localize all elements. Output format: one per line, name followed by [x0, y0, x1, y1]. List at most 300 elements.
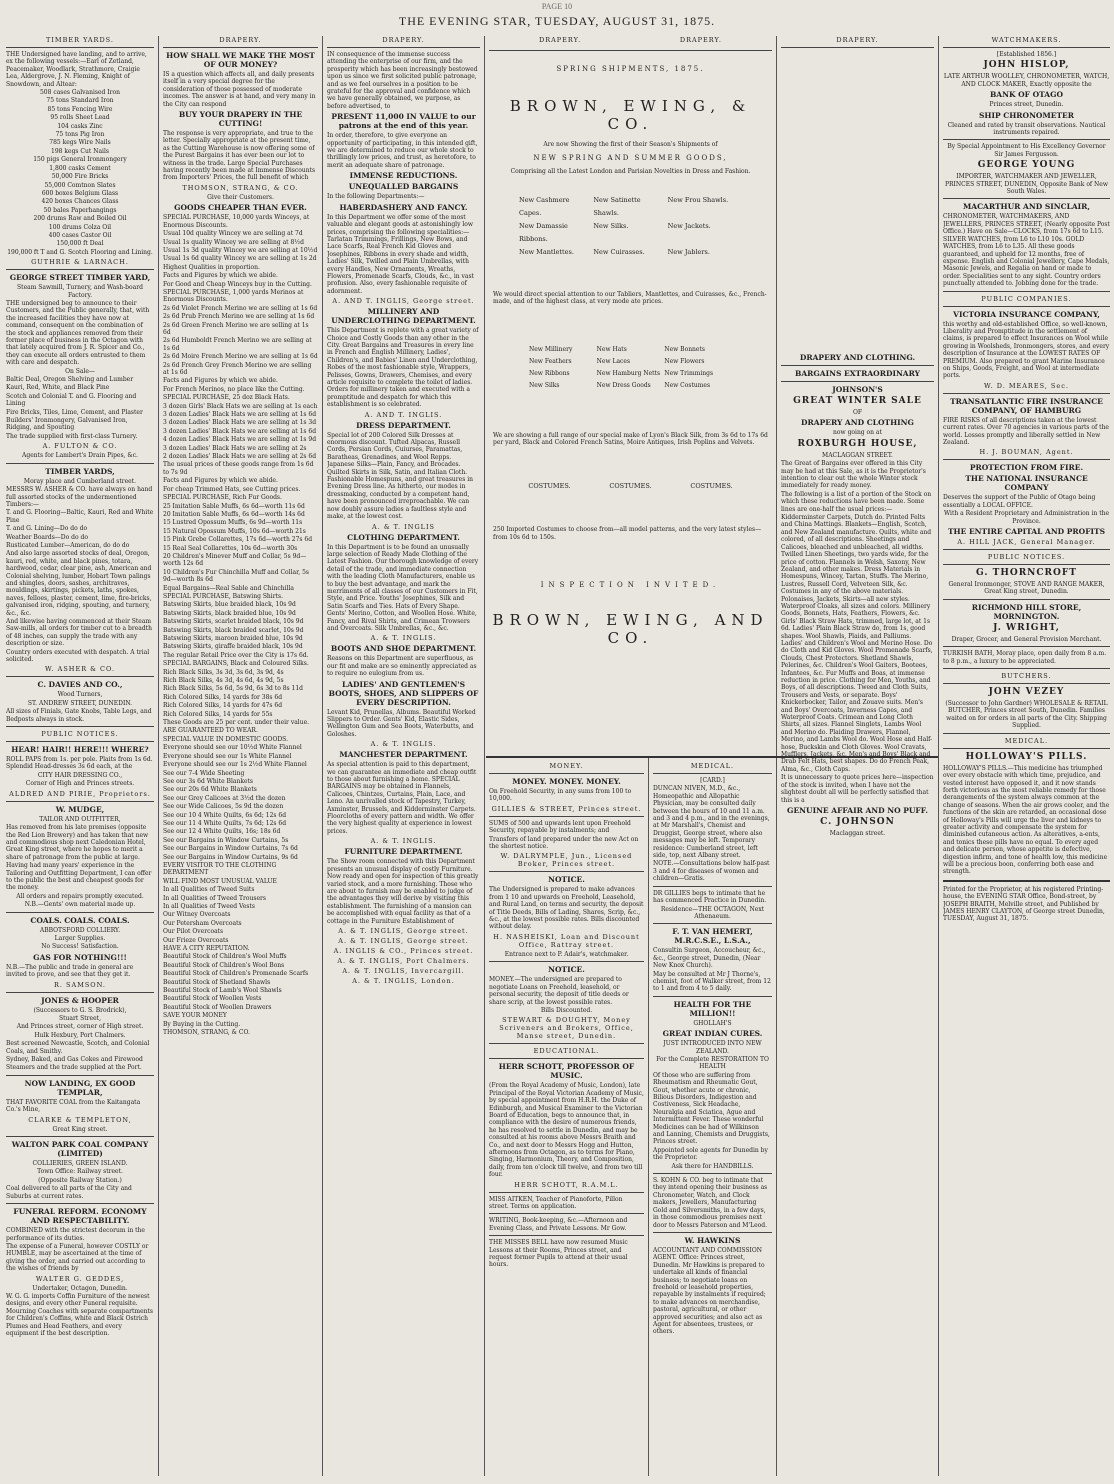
price-list-item: See our 10 4 White Quilts, 6s 6d; 12s 6d — [163, 811, 287, 819]
column-drapery-inglis — [327, 36, 480, 1478]
advert-heading: VICTORIA INSURANCE COMPANY, — [953, 309, 1100, 319]
advert-text: this worthy and old-established Office, so well-known, Liberality and Promptitude in the settlement of claims, is prepared to effect Insurances on Wool while growing in Woolsheds, Ironmongers, stores, and every description of Insurance at the LOWEST RATES OF PREMIUM. Also prepared to grant Marine Insurance on Ships, Goods, Freight, and Wool at intermediate ports. — [943, 320, 1110, 380]
advert-line: 198 kegs Cut Nails — [51, 147, 109, 155]
list-item: New Flowers — [664, 357, 705, 365]
advert-text: MESSRS W. ASHER & CO. have always on hand full assorted stocks of the undermentioned Timbers:— — [6, 486, 153, 508]
price-list-item: Facts and Figures by which we abide. — [163, 377, 278, 385]
price-list-item: HAVE A CITY REPUTATION. — [163, 945, 250, 953]
advert-signature: C. JOHNSON — [820, 816, 895, 827]
section-header: BUTCHERS. — [1001, 672, 1052, 681]
advert-signature: ALDRED AND PIRIE, Proprietors. — [9, 789, 151, 798]
advert-line: Rusticated Lumber—American, do do do — [6, 541, 130, 549]
advert-line: Residence—THE OCTAGON, Next Athenaeum. — [660, 905, 765, 920]
advert-line: Ask there for HANDBILLS. — [671, 1162, 754, 1170]
advert-heading: GOODS CHEAPER THAN EVER. — [174, 203, 307, 213]
advert-text: Best screened Newcastle, Scotch, and Colonial Coals, and Smithy. — [6, 1040, 150, 1055]
price-list-item: 2s 6d Prub French Merino we are selling at 1s 6d — [163, 313, 315, 321]
advert-line: ST. ANDREW STREET, DUNEDIN. — [27, 699, 133, 707]
price-list-item: 2s 6d Humboldt French Merino we are selling at 1s 6d — [163, 337, 312, 352]
advert-text: Coal delivered to all parts of the City and Suburbs at current rates. — [6, 1185, 132, 1200]
costumes-row — [489, 482, 772, 490]
department-heading: MANCHESTER DEPARTMENT. — [339, 750, 468, 760]
section-header: PUBLIC NOTICES. — [41, 730, 119, 739]
advert-line: Fire Bricks, Tiles, Lime, Cement, and Plaster — [6, 408, 143, 416]
advert-heading: PROTECTION FROM FIRE. — [969, 463, 1084, 473]
price-list-item: Usual 1s 6d quality Wincey we are selling at 1s 2d — [163, 255, 317, 263]
advert-text: MONEY.—The undersigned are prepared to negotiate Loans on Freehold, leasehold, or personal security, the deposit of title deeds or share scrip, at the lowest possible rates. — [489, 976, 629, 1006]
list-item: New Frou Shawls. — [667, 195, 729, 204]
department-heading: DRESS DEPARTMENT. — [356, 420, 451, 430]
advert-line: Comprising all the Latest London and Parisian Novelties in Dress and Fashion. — [510, 168, 751, 176]
department-heading: HABERDASHERY AND FANCY. — [339, 202, 468, 212]
column-watchmakers — [943, 36, 1110, 1478]
advert-heading: IMMENSE REDUCTIONS. — [349, 171, 458, 181]
advert-text: The Undersigned is prepared to make advances from 1 10 and upwards on Freehold, Leasehold, and Rural Land, on terms and security, the deposit of Title Deeds, Bills of Lading, Shares, Scrip, &c., &c., at the lowest possible rates. Bills discounted without delay. — [489, 886, 644, 931]
fulton-advert — [6, 273, 154, 460]
advert-line: [CARD.] — [700, 777, 725, 784]
advert-line: 400 cases Castor Oil — [48, 231, 112, 239]
advert-line: Maclaggan street. — [829, 829, 886, 837]
advert-text: IS a question which affects all, and daily presents itself in a very special degree for the consideration of those possessed of moderate incomes. The answer is at hand, and very many in the City can respond — [163, 71, 316, 108]
advert-heading: RICHMOND HILL STORE, MORNINGTON. — [971, 602, 1082, 621]
list-item: New Laces — [596, 357, 631, 365]
branch-address: A. & T. INGLIS, Invercargill. — [342, 966, 465, 975]
price-list-item: The regular Retail Price over the City is 17s 6d. — [163, 651, 309, 659]
price-list-item: Rich Colored Silks, 14 yards for 55s — [163, 710, 273, 718]
price-list-item: Beautiful Stock of Children's Promenade Scarfs — [163, 970, 309, 978]
advert-line: GHOLLAH'S — [693, 1019, 732, 1027]
advert-line: 50 bales Paperhangings — [43, 206, 117, 214]
advert-text: (From the Royal Academy of Music, London), late Principal of the Royal Victorian Academy of Music, by special appointment from H.R.H. the Duke of Edinburgh, and Musical Examiner to the Victorian Board of Education, begs to announce that, in compliance with the desire of numerous friends, he has resolved to settle in Dunedin, and may be consulted at his rooms above Messrs Braith and Co., and next door to Messrs Hogg and Hutton, afternoons from Octagon, as to terms for Piano, Singing, Harmonium, Theory, and Composition, daily, from ten o'clock till twelve, and from two till four. — [489, 1082, 644, 1179]
price-list-item: Batswing Skirts, black braided blue, 10s 9d — [163, 609, 296, 617]
price-list-item: SPECIAL PURCHASE, 10,000 yards Winceys, at Enormous Discounts. — [163, 214, 310, 229]
advert-text: The following is a list of a portion of the Stock on which these reductions have been made. Some lines are one-half the usual prices:— — [781, 490, 932, 513]
price-list-item: EVERY VISITOR TO THE CLOTHING DEPARTMENT — [163, 861, 277, 877]
price-list-item: See our Bargains in Window Curtains, 7s 6d — [163, 845, 298, 853]
advert-text: S. KOHN & CO. beg to intimate that they intend opening their business as Chronometer, Watch, and Clock makers, Jewellers, Manufacturing Gold and Silversmiths, in a few days, in those commodious premises next door to Messrs Paterson and M'Leod. — [653, 1177, 768, 1229]
section-header: MEDICAL. — [690, 762, 735, 770]
branch-address: A. & T. INGLIS, London. — [352, 976, 455, 985]
advert-line: 420 boxes Chances Glass — [41, 198, 119, 206]
advert-line: CITY HAIR DRESSING CO., — [37, 771, 123, 779]
geddes-advert — [6, 1207, 154, 1337]
advert-text: Consultin Surgeon, Accoucheur, &c., &c., George street, Dunedin, (Near New Knox Church). — [653, 947, 766, 970]
section-header: DRAPERY. — [836, 36, 879, 44]
advert-line: (Successors to G. S. Brodrick), — [33, 1006, 127, 1014]
advert-text: COMBINED with the strictest decorum in the performance of its duties. — [6, 1227, 145, 1242]
costumes-label: COSTUMES. — [528, 482, 571, 491]
price-list-item: Beautiful Stock of Woollen Vests — [163, 995, 262, 1003]
advert-text: Has removed from his late premises (opposite the Red Lion Brewery) and has taken that new and commodious shop next Caledonian Hotel, Great King street, where he hopes to merit a share of patronage from the public at large. — [6, 824, 149, 861]
column-money-educational — [489, 762, 644, 1478]
price-list-item: THOMSON, STRANG, & CO. — [163, 1029, 250, 1037]
price-list-item: SPECIAL BARGAINS, Black and Coloured Silks. — [163, 660, 309, 668]
hairdressing-advert — [6, 745, 154, 798]
column-medical — [653, 762, 772, 1478]
advert-line: And Princes street, corner of High street. — [16, 1023, 144, 1031]
advert-text: Appointed sole agents for Dunedin by the Proprietor. — [653, 1146, 768, 1162]
column-rule — [322, 36, 323, 1476]
price-list-item: 20 Children's Minever Muff and Collar, 5s 9d—worth 12s 6d — [163, 552, 307, 568]
advert-text: In this Department we offer some of the most valuable and elegant goods at astonishingly low prices, comprising the following specialities:—Tarlatan Trimmings, Frillings, New Bows, and Lace Scarfs, Real French Kid Gloves and Josephines, Ribbons in every shade and width, Ladies' Silk, Twilled and Plain Umbrellas, with every Handles, New Ornaments, Wreaths, Flowers, Promenade Scarfs, Clouds, &c., in vast profusion. Also, every fashionable requisite of adornment. — [327, 213, 474, 295]
list-item: New Silks — [529, 381, 560, 389]
price-list-item: Batswing Skirts, black braided scarlet, 10s 9d — [163, 626, 304, 634]
price-list-item: See our 12 4 White Quilts, 16s; 18s 6d — [163, 828, 281, 836]
advert-signature: A. & T. INGLIS — [372, 522, 435, 531]
advert-text: Kidderminster Carpets, Dutch do. Printed Felts and China Mattings. Blankets—English, Scotch, and New Zealand manufacture. Quilts, white and colored, of all descriptions. Sheetings and Calicoes, bleached and unbleached, all widths. Twilled Linen Sheetings, two yards wide, for the price of cotton. Flannels in Welsh, Saxony, New Zealand, and other makes. Dress Materials in Homespuns, Wincey, Tartan, Stuffs. The Merino, Lustres, Russell Cord, Velveteen Silk, &c. Costumes in any of the above materials. Polonaises, Jackets, Skirts—all new styles. Waterproof Cloaks, all sizes and colors. Millinery Goods, Bonnets, Hats, Feathers, Flowers, &c. Girls' Black Straw Hats, trimmed, large lot, at 1s 6d. Ladies' Plain Black Straw do, from 1s, good shapes. Wool Shawls, Plaids, and Palliums. Ladies' and Children's Wool and Merino Hose. Do do Cloth and Kid Gloves. Wool Promenade Scarfs, Clouds, Chest Protectors. Shetland Shawls, Pelerines, &c. Children's Wool Gaiters, Bootees, Infantees, &c. Fur Muffs and Boas, at immense reduction in price. Clothing for Men, Youths, and Boys, of all descriptions. Tweed and Cloth Suits, Trousers and Vests, or separate. Boys' Knickerbocker, Tailor, and Zouave suits. Men's and Boys' Overcoats, Inverness Capes, and Waterproof Coats. Crimean and Long Cloth Shirts, all sizes. Flannel Singlets, Lambs Wool and Merino do. Plaiding Drawers, Flannel, Merino, and Lambs Wool do. Wool Hose and Half-hose, Buckskin and Cloth Gloves. Wool Cravats, Mufflers, Jackets, &c. Men's and Boys' Black and Drab Felt Hats, best shapes. Do do French Peak, Alma, &c., Cloth Caps. — [781, 514, 933, 773]
section-header: DRAPERY. — [679, 36, 722, 44]
advert-line: ABBOTSFORD COLLIERY. — [39, 926, 121, 934]
section-header: MONEY. — [549, 762, 584, 770]
advert-heading: JOHNSON'S — [832, 385, 883, 394]
price-list-item: 15 Pink Grebe Collarettes, 17s 6d—worth 27s 6d — [163, 536, 313, 544]
advert-signature: W. D. MEARES, Sec. — [984, 381, 1069, 390]
price-list-item: These Goods are 25 per cent. under their value. — [163, 719, 310, 727]
advert-text: HOLLOWAY'S PILLS.—This medicine has triumphed over every obstacle with which time, prejudice, and vested interest have opposed it, and it now stands forth victorious as the most reliable remedy for those derangements of the system always common at the change of seasons. When the air grows cooler, and the functions of the skin are retarded, an occasional dose of Holloway's Pills will urge the liver and kidneys to greater activity and compensate the system for diminished cutaneous action. As alteratives, a-ents, and tonics these pills have no equal. To every aged and delicate person, whose appetite is defective, digestion infirm, and tone of health low, this medicine will be a precious boon, conferring both ease and strength. — [943, 764, 1110, 876]
price-list-item: ARE GUARANTEED TO WEAR. — [163, 727, 258, 735]
advert-heading: JOHN HISLOP, — [983, 60, 1070, 71]
price-list-item: Beautiful Stock of Children's Wool Bons — [163, 961, 285, 969]
price-list-item: 4 dozen Ladies' Black Hats we are selling at 1s 9d — [163, 436, 317, 444]
advert-text: Having had many years' experience in the Tailoring and Outfitting Department, I can offer to the public the best and cheapest goods for the money. — [6, 862, 152, 892]
price-list-item: Rich Colored Silks, 14 yards for 38s 6d — [163, 693, 283, 701]
price-list-item: 3 dozen Ladies' Black Hats we are selling at 1s 6d — [163, 411, 317, 419]
section-header: TIMBER YARDS. — [46, 36, 114, 44]
advert-line: TAILOR AND OUTFITTER, — [39, 815, 121, 823]
column-rule — [648, 758, 649, 1476]
advert-text: Reasons on this Department are superfluous, as our fit and make are so eminently appreciated as to require no eulogium from us. — [327, 655, 477, 678]
list-item: New Bonnets — [664, 345, 705, 353]
list-item: New Costumes — [664, 381, 711, 389]
advert-text: ACCOUNTANT AND COMMISSION AGENT. Office: Princes street, Dunedin. Mr Hawkins is prepared to undertake all kinds of financial business; to negotiate loans on freehold or leasehold properties, repayable by instalments if required; to make advances on merchandise, pastoral, agricultural, or other approved securities; and also act as Agent for absentees, trustees, or others. — [653, 1246, 766, 1336]
price-list-item: Batswing Skirts, blue braided black, 10s 9d — [163, 601, 296, 609]
price-list-item: Equal Bargains—Real Sable and Chinchilla — [163, 584, 294, 592]
price-list-item: Everyone should see our 1s 2½d White Flannel — [163, 761, 307, 769]
advert-line: 100 drums Colza Oil — [48, 223, 112, 231]
advert-heading: PRESENT 11,000 IN VALUE to our patrons at the end of this year. — [331, 112, 476, 131]
price-list-item: Batswing Skirts, maroon braided blue, 10s 9d — [163, 635, 303, 642]
advert-line: Builders' Ironmongery, Galvanised Iron, Ridging, and Spouting — [6, 417, 128, 432]
advert-text: NOTE.—Consultations below half-past 3 and 4 for diseases of women and children—Gratis. — [653, 860, 770, 883]
advert-heading: NOTICE. — [548, 965, 585, 975]
advert-line: 150 pigs General Ironmongery — [33, 156, 127, 164]
column-rule — [158, 36, 159, 1476]
advert-text: In the following Departments:— — [327, 193, 425, 201]
price-list-item: Facts and Figures by which we abide. — [163, 272, 278, 280]
masthead — [0, 0, 1114, 34]
blank-space — [781, 51, 934, 351]
advert-line: Baltic Deal, Oregon Shelving and Lumber — [6, 376, 134, 384]
advert-line: Cleaned and rated by transit observations. Nautical instruments repaired. — [947, 121, 1106, 137]
section-header: PUBLIC COMPANIES. — [981, 294, 1072, 303]
novelties-list — [489, 190, 772, 263]
list-item: New Millinery — [529, 345, 573, 353]
advert-signature: A. AND T. INGLIS. — [364, 410, 443, 419]
list-item: New Trimmings — [664, 369, 714, 377]
advert-line: Wood Turners, — [57, 691, 103, 699]
advert-signature: GUTHRIE & LARNACH. — [31, 258, 129, 267]
jones-hooper-advert — [6, 996, 154, 1072]
price-list-item: 2s 6d Violet French Merino we are selling at 1s 6d — [163, 304, 318, 312]
advert-heading: GEORGE STREET TIMBER YARD, — [9, 273, 151, 283]
price-list-item: SPECIAL PURCHASE, 25 doz Black Hats. — [163, 394, 290, 402]
advert-text: DUNCAN NIVEN, M.D., &c., Homeopathic and Allopathic Physician, may be consulted daily between the hours of 10 and 11 a.m. and 3 and 4 p.m., and in the evenings, at Mr Marshall's, Chemist and Druggist, George street, where also messages may be left. Temporary residence: Cumberland street, left side, top, next Albany street. — [653, 785, 770, 860]
advert-line: 190,000 ft T and G. Scotch Flooring and Lining. — [7, 248, 153, 256]
advert-text: THAT FAVORITE COAL from the Kaitangata Co.'s Mine, — [6, 1098, 141, 1114]
advert-line: 104 casks Zinc — [57, 122, 103, 130]
mudge-advert — [6, 805, 154, 909]
advert-signature: GILLIES & STREET, Princes street. — [491, 804, 642, 813]
advert-signature: CLARKE & TEMPLETON, — [28, 1115, 132, 1124]
advert-text: In this Department is to be found an unusually large selection of Ready Made Clothing of the Latest Fashion. Our thorough knowledge of every detail of the trade, and immediate connection with the leading Cloth Manufacturers, enable us to buy the best advantage, and mark the merriments of all classes of our Customers in Fit, Style, and Price. Youths' Josephines, Silk and Satin Scarfs and Ties. Hats of Every Shape. Gents' Merino, Cotton, and Woollen Hose. White, Fancy, and Rival Shirts, and Crimean Trowsers and Overcoats. Silk Umbrellas, &c., &c. — [327, 543, 479, 632]
clarke-advert — [6, 1079, 154, 1133]
advert-line: (Opposite Railway Station.) — [38, 1176, 122, 1184]
advert-line: JUST INTRODUCED INTO NEW ZEALAND. — [663, 1040, 762, 1055]
price-list-item: 3 dozen Ladies' Black Hats we are selling at 1s 3d — [163, 419, 317, 427]
list-item: New Silks. — [593, 221, 629, 230]
advert-text: We would direct special attention to our Tabliers, Mantlettes, and Cuirasses, &c., French-made, and of the highest class, at very mode ate prices. — [493, 290, 767, 306]
advert-line: (Successor to John Gardner) WHOLESALE & RETAIL BUTCHER, Princes street South, Dunedin. Families waited on for orders in all parts of the City. Shipping Supplied. — [945, 700, 1108, 730]
advert-line: General Ironmonger, STOVE AND RANGE MAKER, Great King street, Dunedin. — [948, 581, 1105, 596]
list-item: New Hamburg Netts — [596, 369, 661, 377]
price-list — [163, 744, 318, 1036]
section-header: PUBLIC NOTICES. — [987, 553, 1066, 562]
advert-signature: WALTER G. GEDDES, — [35, 1274, 125, 1283]
advert-text: Steamers and the trade supplied at the Port. — [6, 1064, 142, 1072]
advert-text: The response is very appropriate, and true to the letter. Specially appropriate at the present time, as the Cutting Warehouse is now offering some of the Purest Bargains it has ever been our lot to witness in the trade. Large Special Purchases having recently been made at Immense Discounts from Importers' Prices, the full benefit of which — [163, 130, 316, 182]
advert-line: Kauri, Red, White, and Black Pine — [6, 384, 110, 392]
column-timber — [6, 36, 154, 1478]
price-list-item: 20 Imitation Sable Muffs, 6s 6d—worth 14s 6d — [163, 510, 305, 518]
advert-line: LATE ARTHUR WOOLLEY, CHRONOMETER, WATCH, AND CLOCK MAKER, Exactly opposite the — [943, 73, 1110, 88]
price-list-item: 25 Imitation Sable Muffs, 6s 6d—worth 11s 6d — [163, 502, 305, 510]
advert-line: 75 tons Pig Iron — [55, 131, 105, 139]
advert-heading: J. WRIGHT, — [993, 622, 1060, 633]
price-list-item: Rich Black Silks, 5s 6d, 5s 9d, 6s 3d to 8s 11d — [163, 685, 303, 693]
advert-line: 785 kegs Wire Nails — [49, 139, 111, 147]
advert-line: 50,000 Fire Bricks — [51, 173, 109, 181]
price-list-item: 2 dozen Ladies' Black Hats we are selling at 2s 6d — [163, 453, 317, 461]
advert-heading: THE ENTIRE CAPITAL AND PROFITS — [947, 527, 1106, 537]
advert-subheading: Moray place and Cumberland street. — [23, 477, 137, 485]
price-list-item: Rich Colored Silks, 14 yards for 47s 6d — [163, 702, 283, 710]
advert-line: Bills Discounted. — [540, 1006, 593, 1014]
advert-text: And also large assorted stocks of deal, Oregon, kauri, red, white, and black pines, totara, hardwood, cedar, clear pine, ash, American and Colonial shelving, lumber, Hobart Town palings and shingles, doors, sashes, architraves, mouldings, skirtings, pickets, laths, spokes, naves, felloes, plaster, cement, lime, fire-bricks, galvanised iron, ridging, spouting, and turnery, &c., &c. — [6, 550, 152, 617]
advert-heading: C. DAVIES AND CO., — [37, 680, 123, 690]
advert-headline: HOW SHALL WE MAKE THE MOST OF OUR MONEY? — [166, 51, 315, 69]
brown-ewing-spread — [489, 36, 772, 754]
price-list-item: SPECIAL VALUE IN DOMESTIC GOODS. — [163, 735, 288, 743]
price-list-item: Beautiful Stock of Woollen Drawers — [163, 1003, 272, 1011]
price-list-item: Beautiful Stock of Children's Wool Muffs — [163, 953, 287, 961]
price-list-item: See our 11 4 White Quilts, 7s 6d; 12s 6d — [163, 819, 287, 827]
abbotsford-advert — [6, 916, 154, 989]
advert-line: For the Complete RESTORATION TO HEALTH — [656, 1055, 769, 1071]
advert-line: MACLAGGAN STREET. — [822, 451, 893, 459]
advert-line: 75 tons Standard Iron — [46, 97, 114, 105]
advert-line: 200 drums Raw and Boiled Oil — [33, 215, 127, 223]
advert-text: In order, therefore, to give everyone an opportunity of participating, in this intended gift, we are determined to reduce our whole stock to thrillingly low prices, and trust, as heretofore, to merit an adequate share of patronage. — [327, 132, 478, 169]
advert-signature: H. J. BOUMAN, Agent. — [979, 448, 1074, 457]
price-list-item: Highest Qualities in proportion. — [163, 263, 260, 271]
advert-signature: A. HILL JACK, General Manager. — [957, 538, 1096, 547]
advert-signature: H. NASHEISKI, Loan and Discount Office, Rattray street. — [493, 932, 640, 949]
price-list-item: Our Witney Overcoats — [163, 911, 231, 919]
advert-heading: BANK OF OTAGO — [989, 90, 1064, 100]
shipments-heading: SPRING SHIPMENTS, 1875. — [556, 65, 705, 73]
advert-line: Corner of High and Princes streets. — [25, 780, 135, 788]
advert-line: now going on at — [833, 429, 882, 437]
advert-signature: R. SAMSON. — [54, 980, 106, 989]
advert-text: N.B.—The public and trade in general are invited to prove, and see that they get it. — [6, 963, 134, 979]
advert-heading: MONEY. MONEY. MONEY. — [512, 777, 621, 786]
advert-line: 150,000 ft Deal — [56, 240, 104, 248]
branch-address: A. INGLIS & CO., Princes street. — [333, 946, 474, 955]
advert-line: T. and G. Lining—Do do do — [6, 525, 88, 533]
advert-subheading: Steam Sawmill, Turnery, and Wash-board Factory. — [17, 284, 143, 299]
advert-line: Agents for Lambert's Drain Pipes, &c. — [22, 452, 138, 460]
section-header: WATCHMAKERS. — [991, 36, 1062, 44]
price-list — [163, 214, 318, 743]
advert-heading: GEORGE YOUNG — [977, 160, 1076, 171]
price-list-item: Our Petersham Overcoats — [163, 919, 242, 927]
advert-text: SUMS of 500 and upwards lent upon Freehold Security, repayable by instalments; and — [489, 819, 631, 835]
department-heading: MILLINERY AND UNDERCLOTHING DEPARTMENT. — [331, 307, 476, 326]
brown-ewing-firm-name: BROWN, EWING, AND CO. — [492, 611, 769, 648]
list-item: New Hats — [596, 345, 627, 353]
advert-heading: F. T. VAN HEMERT, M.R.C.S.E., L.S.A., — [672, 927, 753, 946]
advert-text: 250 Imported Costumes to choose from—all model patterns, and the very latest styles—from 10s 6d to 150s. — [493, 526, 762, 541]
brown-ewing-firm-name: BROWN, EWING, & CO. — [509, 97, 752, 133]
list-item: New Cashmere Capes. — [519, 195, 570, 217]
advert-heading: COALS. COALS. COALS. — [30, 915, 130, 925]
advert-heading: HERR SCHOTT, PROFESSOR OF MUSIC. — [498, 1062, 635, 1081]
davies-advert — [6, 680, 154, 723]
advert-line: [Established 1856.] — [996, 51, 1057, 58]
advert-line: All orders and repairs promptly executed. — [16, 892, 144, 900]
price-list-item: By Buying in the Cutting. — [163, 1020, 241, 1028]
advert-line: Weather Boards—Do do do — [6, 533, 88, 541]
advert-line: Are now Showing the first of their Season's Shipments of — [543, 141, 718, 148]
price-list-item: Facts and Figures by which we abide. — [163, 477, 278, 485]
millinery-list — [489, 340, 772, 396]
price-list-item: 15 Real Seal Collarettes, 10s 6d—worth 30s — [163, 544, 298, 552]
newspaper-dateline: THE EVENING STAR, TUESDAY, AUGUST 31, 1875. — [398, 14, 716, 28]
advert-text: Special lot of 200 Colored Silk Dresses at enormous discount. Tufted Alpacas, Russell Cords, Persian Cords, Cuiurses, Paramattas, Baratheas, Grenadines, and Wool Repps. Japanese Silks—Plain, Fancy, and Brocades. Quilted Skirts in Silk, Satin, and Italian Cloth. Fashionable Homespuns, and great treasures in Evening Dress line. As hitherto, our modes in dressmaking, conducted by a competent hand, have been pronounced irreproachable. We can now doubly assure ladies a faultless style and make, at the lowest cost. — [327, 431, 473, 521]
advert-heading: JOHN VEZEY — [988, 687, 1065, 698]
inspection-heading: INSPECTION INVITED. — [540, 581, 721, 590]
advert-heading: TIMBER YARDS, — [45, 466, 115, 476]
price-list-item: Everyone should see our 1s White Flannel — [163, 752, 292, 760]
advert-text: MISS AITKEN, Teacher of Pianoforte, Pillon street. Terms on application. — [489, 1195, 623, 1210]
advert-text: CHRONOMETER, WATCHMAKERS, AND JEWELLERS, PRINCES STREET, (Nearly opposite Post Office.) Have on Sale—CLOCKS, from 17s 6d to L15. SILVER WATCHES, from L6 to L10 10s. GOLD WATCHES, from L6 to L35. All these goods guaranteed, and upheld for 12 months, free of expense. English and Colonial Jewellery, Cape Medals, Masonic Jewels, and Regalia on hand or made to order. Specialities sent to any sight. Country orders punctually attended to. Jobbing done for the trade. — [943, 213, 1110, 288]
column-rule — [938, 36, 939, 1476]
price-list-item: 15 Lustred Opossum Muffs, 6s 9d—worth 11s — [163, 519, 303, 527]
advert-text: On Freehold Security, in any sums from 100 to 10,000. — [489, 788, 632, 803]
advert-text: TURKISH BATH, Moray place, open daily from 8 a.m. to 8 p.m., a luxury to be appreciated. — [943, 650, 1107, 665]
price-list-item: For cheap Trimmed Hats, see Cutting prices. — [163, 485, 301, 493]
advert-signature: A. & T. INGLIS. — [370, 837, 437, 846]
advert-heading: GREAT WINTER SALE — [793, 396, 922, 406]
price-list-item: Usual 10d quality Wincey we are selling at 7d — [163, 230, 303, 238]
list-item: New Satinette Shawls. — [593, 195, 641, 217]
price-list-item: 2s 6d French Grey French Merino we are selling at 1s 6d — [163, 361, 312, 376]
price-list-item: In all Qualities of Tweed Trousers — [163, 894, 266, 902]
advert-line: The trade supplied with first-class Turnery. — [6, 432, 138, 440]
advert-line: 600 boxes Belgium Glass — [41, 189, 119, 197]
column-johnson-sale — [781, 36, 934, 1478]
advert-heading: FUNERAL REFORM. ECONOMY AND RESPECTABILITY. — [13, 1207, 147, 1226]
section-header: DRAPERY. — [382, 36, 425, 44]
advert-heading: HEALTH FOR THE MILLION!! — [673, 999, 752, 1018]
price-list-item: The usual prices of these goods range from 1s 6d to 7s 9d — [163, 461, 314, 476]
advert-text: The Show room connected with this Department presents an unusual display of costly Furniture. Now ready and open for inspection of this greatly varied stock, and a more furnishing. Those who are about to furnish may be enabled to judge of the advantages they will derive by visiting this establishment. The furnishing of a mansion can be accomplished with equal facility as that of a cottage in the Furniture Establishment of — [327, 858, 479, 925]
advert-heading: NOTICE. — [548, 875, 585, 885]
price-list-item: See our 7-4 Wide Sheeting — [163, 769, 245, 777]
price-list-item: 15 Natural Opossum Muffs, 10s 6d—worth 21s — [163, 527, 306, 535]
advert-text: W. G. G. imports Coffin Furniture of the newest designs, and every other Funeral requisite. Mourning Coaches with separate compartments for Children's Coffins, white and Black Ostrich Plumes and Head Feathers, and every equipment if the best description. — [6, 1292, 153, 1337]
advert-text: And likewise having commenced at their Steam Saw-mills, all orders for timber cut to a breadth of 48 inches, can supply the trade with any description or size. — [6, 618, 152, 648]
advert-heading: THE NATIONAL INSURANCE COMPANY — [965, 474, 1088, 493]
advert-text: The Great of Bargains ever offered in this City may be had at this Sale, as it is the Proprietor's intention to clear out the whole Winter stock immediately for ready money. — [781, 460, 926, 490]
advert-heading: DRAPERY AND CLOTHING — [801, 418, 914, 428]
advert-heading: SHIP CHRONOMETER — [978, 110, 1075, 120]
price-list-item: Usual 1s 3d quality Wincey we are selling at 10½d — [163, 246, 318, 254]
advert-signature: W. DALRYMPLE, Jun., Licensed Broker, Princes street. — [500, 852, 633, 869]
advert-heading: HEAR! HAIR!! HERE!!! WHERE? — [11, 745, 149, 755]
price-list-item: In all Qualities of Tweed Suits — [163, 886, 255, 894]
section-header: DRAPERY. — [219, 36, 262, 44]
price-list-item: Batswing Skirts, scarlet braided black, 10s 9d — [163, 618, 304, 626]
department-heading: FURNITURE DEPARTMENT. — [344, 847, 463, 857]
advert-heading: TRANSATLANTIC FIRE INSURANCE COMPANY, OF HAMBURG — [950, 396, 1103, 415]
price-list-item: 2s 6d Green French Merino we are selling at 1s 6d — [163, 321, 309, 336]
price-list-item: See our Grey Calicoes at 3½d the dozen — [163, 794, 286, 802]
price-list-item: See our 3s 6d White Blankets — [163, 777, 254, 785]
advert-text: All sizes of Finials, Gate Knobs, Table Legs, and Bedposts always in stock. — [6, 708, 152, 723]
advert-line: With a Resident Proprietary and Administration in the Province. — [943, 510, 1110, 525]
advert-text: We are showing a full range of our special make of Lyon's Black Silk, from 3s 6d to 17s 6d per yard, Black and Colored French Satins, Moire Antiques, Irish Poplins and Velvets. — [493, 431, 768, 447]
price-list-item: 3 dozen Ladies' Black Hats we are selling at 2s — [163, 444, 307, 452]
price-list-item: See our Wide Calicoes, 5s 9d the dozen — [163, 803, 284, 811]
advert-text: IN consequence of the immense success attending the enterprise of our firm, and the prosperity which has been increasingly bestowed upon us since we first solicited public patronage, and as we feel ourselves in a position to be grateful for the approval and confidence which we have generally obtained, we purpose, as before advertised, to — [327, 51, 478, 110]
advert-line: 508 cases Galvanised Iron — [39, 89, 121, 97]
branch-address: A. & T. INGLIS, George street. — [338, 936, 469, 945]
list-item: New Damassie Ribbons. — [519, 221, 568, 243]
advert-line: 95 rolls Sheet Lead — [50, 114, 110, 122]
advert-line: COLLIERIES, GREEN ISLAND. — [32, 1160, 128, 1168]
advert-text: This Department is replete with a great variety of Choice and Costly Goods than any other in the City. Great Bargains and Treasures in every line in French and English Millinery, Ladies', Children's, and Babies' Linen and Underclothing, Robes of the most fashionable style, Wrappers, Pelisses, Gowns, Drawers, Chemises, and every article requisite to complete the toilet of ladies. Orders for millinery taken and executed with a promptitude and despatch for which this establishment is so celebrated. — [327, 327, 479, 409]
advert-line: Princes street, Dunedin. — [989, 101, 1064, 109]
advert-heading: JONES & HOOPER — [41, 995, 119, 1005]
price-list-item: For French Merinos, no place like the Cutting. — [163, 385, 305, 393]
printer-imprint: Printed for the Proprietor, at his registered Printing-house, the EVENING STAR Office, Bond-street, by JOSEPH BRAITH, Melville street, and Published by JAMES HENRY CLAYTON, of George street Dunedin, TUESDAY, August 31, 1875. — [943, 885, 1105, 923]
advert-text: Of those who are suffering from Rheumatism and Rheumatic Gout, Gout, whether acute or chronic, Bilious Disorders, Indigestion and Costiveness, Sick Headache, Neuralgia and Sciatica, Ague and Intermittent Fever. These wonderful Medicines can be had of Wilkinson and Lanning, Chemists and Druggists, Princes street. — [653, 1071, 770, 1146]
advert-text: WRITING, Book-keeping, &c.—Afternoon and Evening Class, and Private Lessons. Mr Gow. — [489, 1217, 628, 1232]
costumes-label: COSTUMES. — [609, 482, 652, 491]
advert-signature: A. AND T. INGLIS, George street. — [332, 297, 475, 306]
goods-heading: NEW SPRING AND SUMMER GOODS, — [533, 154, 728, 163]
price-list-item: 2s 6d Moire French Merino we are selling at 1s 6d — [163, 353, 318, 361]
advert-text: Deserves the support of the Public of Otago being essentially a LOCAL OFFICE. — [943, 494, 1096, 509]
advert-text: FIRE RISKS of all descriptions taken at the lowest current rates. Over 70 agencies in various parts of the world. Losses promptly and liberally settled in New Zealand. — [943, 416, 1109, 446]
advert-line: Hulk Hexbury, Port Chalmers. — [34, 1031, 126, 1039]
column-rule — [484, 36, 485, 1476]
advert-text: ROLL PAPS from 1s. per pole. Plaits from 1s 6d. Splendid Head-dresses 3s 6d each, at the — [6, 756, 153, 771]
department-heading: CLOTHING DEPARTMENT. — [347, 532, 460, 542]
advert-line: Town Office: Railway street. — [37, 1168, 123, 1176]
advert-signature: THOMSON, STRANG, & CO. — [182, 183, 299, 192]
